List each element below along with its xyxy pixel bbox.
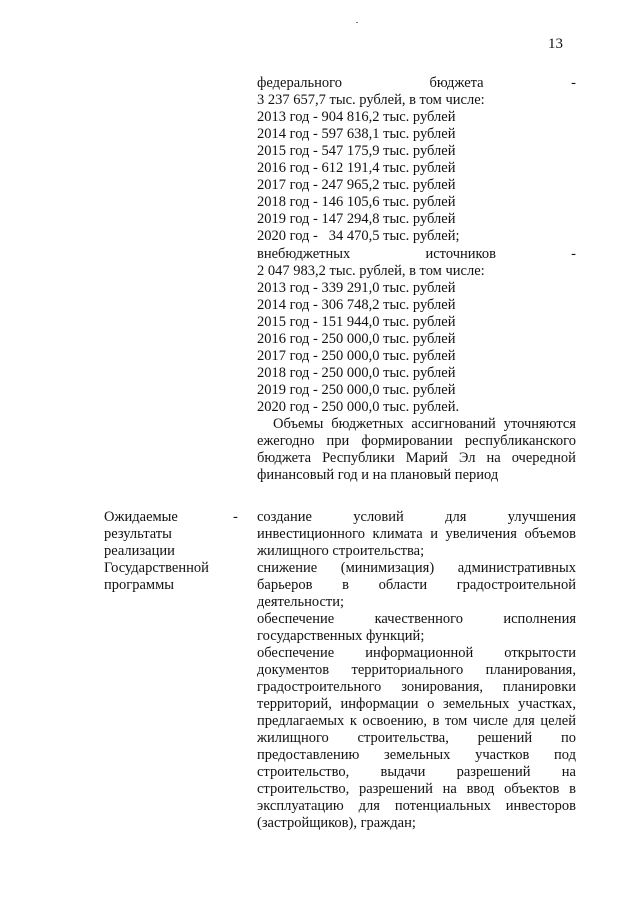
federal-year-line: 2016 год - 612 191,4 тыс. рублей	[257, 160, 456, 176]
extrabudgetary-year-line: 2016 год - 250 000,0 тыс. рублей	[257, 331, 456, 347]
results-word: информации	[340, 696, 419, 712]
heading-word: федерального	[257, 75, 342, 91]
results-word: планировки	[502, 679, 576, 695]
results-word: качественного	[374, 611, 463, 627]
results-line	[257, 696, 576, 713]
results-word: объектов	[504, 781, 560, 797]
results-word: снижение	[257, 560, 318, 576]
results-word: числе	[472, 713, 508, 729]
results-line: жилищного строительства;	[257, 543, 425, 559]
federal-budget-heading	[257, 75, 576, 92]
results-label-line: Государственной	[104, 560, 209, 576]
federal-year-line: 2014 год - 597 638,1 тыс. рублей	[257, 126, 456, 142]
results-word: для	[445, 509, 467, 525]
results-word: к	[349, 713, 357, 729]
extrabudgetary-heading	[257, 246, 576, 263]
results-word: освоению,	[362, 713, 428, 729]
note-word: Республики	[322, 450, 395, 466]
results-word: на	[442, 781, 457, 797]
results-word: открытости	[504, 645, 576, 661]
results-word: разрешений	[456, 764, 531, 780]
heading-word: бюджета	[429, 75, 484, 91]
results-word: информационной	[365, 645, 474, 661]
extrabudgetary-year-line: 2015 год - 151 944,0 тыс. рублей	[257, 314, 456, 330]
note-word: Марий	[405, 450, 448, 466]
results-word: предоставлению	[257, 747, 360, 763]
results-word: предлагаемых	[257, 713, 345, 729]
results-word: условий	[353, 509, 404, 525]
results-line	[257, 679, 576, 696]
results-word: обеспечение	[257, 645, 335, 661]
results-word: жилищного	[257, 730, 329, 746]
results-line	[257, 611, 576, 628]
results-line	[257, 764, 576, 781]
results-word: земельных	[384, 747, 451, 763]
extrabudgetary-year-line: 2019 год - 250 000,0 тыс. рублей	[257, 382, 456, 398]
results-line: деятельности;	[257, 594, 345, 610]
note-word: бюджета	[257, 450, 312, 466]
results-word: территориального	[351, 662, 464, 678]
note-word: формировании	[361, 433, 453, 449]
results-word: увеличения	[445, 526, 517, 542]
results-label-dash: -	[233, 509, 238, 525]
results-word: зонирования,	[401, 679, 484, 695]
results-word: территорий,	[257, 696, 332, 712]
note-word: ежегодно	[257, 433, 315, 449]
results-line	[257, 747, 576, 764]
extrabudgetary-year-line: 2014 год - 306 748,2 тыс. рублей	[257, 297, 456, 313]
results-label-line: реализации	[104, 543, 175, 559]
results-word: в	[432, 713, 440, 729]
results-word: обеспечение	[257, 611, 335, 627]
results-word: строительства,	[357, 730, 449, 746]
results-word: эксплуатацию	[257, 798, 344, 814]
note-word: республиканского	[464, 433, 576, 449]
note-word: при	[326, 433, 350, 449]
results-word: строительство,	[257, 764, 350, 780]
results-word: разрешений	[358, 781, 433, 797]
results-word: улучшения	[507, 509, 576, 525]
results-line	[257, 509, 576, 526]
extrabudgetary-year-line: 2018 год - 250 000,0 тыс. рублей	[257, 365, 456, 381]
page-number: 13	[548, 36, 563, 52]
note-word: очередной	[511, 450, 576, 466]
heading-dash: -	[571, 75, 576, 91]
results-word: том	[444, 713, 468, 729]
results-word: исполнения	[503, 611, 576, 627]
results-line: (застройщиков), граждан;	[257, 815, 416, 831]
federal-year-line: 2020 год - 34 470,5 тыс. рублей;	[257, 228, 460, 244]
results-word: участках,	[518, 696, 576, 712]
results-word: создание	[257, 509, 312, 525]
federal-year-line: 2015 год - 547 175,9 тыс. рублей	[257, 143, 456, 159]
federal-year-line: 2019 год - 147 294,8 тыс. рублей	[257, 211, 456, 227]
extrabudgetary-year-line: 2020 год - 250 000,0 тыс. рублей.	[257, 399, 460, 415]
results-word: градостроительного	[257, 679, 382, 695]
results-word: (минимизация)	[340, 560, 435, 576]
note-word: уточняются	[503, 416, 576, 432]
results-word: планирования,	[485, 662, 576, 678]
results-word: на	[561, 764, 576, 780]
results-label-line: программы	[104, 577, 174, 593]
results-word: для	[358, 798, 380, 814]
note-word: бюджетных	[331, 416, 404, 432]
federal-year-line: 2018 год - 146 105,6 тыс. рублей	[257, 194, 456, 210]
heading-word: внебюджетных	[257, 246, 351, 262]
scan-dot	[356, 22, 358, 23]
results-label-line: результаты	[104, 526, 172, 542]
results-word: административных	[457, 560, 576, 576]
results-line	[257, 713, 576, 730]
results-word: земельных	[443, 696, 510, 712]
heading-dash: -	[571, 246, 576, 262]
results-word: для	[513, 713, 535, 729]
note-line	[257, 450, 576, 467]
results-word: по	[560, 730, 576, 746]
results-word: о	[427, 696, 435, 712]
results-word: объемов	[524, 526, 576, 542]
note-line	[257, 433, 576, 450]
results-line	[257, 662, 576, 679]
note-line: финансовый год и на плановый период	[257, 467, 499, 483]
results-line	[257, 577, 576, 594]
note-word: Объемы	[273, 416, 324, 432]
results-line	[257, 645, 576, 662]
results-word: строительство,	[257, 781, 350, 797]
extrabudgetary-total: 2 047 983,2 тыс. рублей, в том числе:	[257, 263, 485, 279]
results-word: и	[430, 526, 438, 542]
note-word: ассигнований	[411, 416, 496, 432]
results-line	[257, 798, 576, 815]
results-word: инвестиционного	[257, 526, 365, 542]
results-word: ввод	[466, 781, 495, 797]
results-word: целей	[540, 713, 576, 729]
results-line	[257, 526, 576, 543]
results-line	[257, 560, 576, 577]
heading-word: источников	[425, 246, 496, 262]
results-line	[257, 781, 576, 798]
results-word: выдачи	[380, 764, 426, 780]
results-word: инвесторов	[505, 798, 576, 814]
note-line	[273, 416, 576, 433]
extrabudgetary-year-line: 2017 год - 250 000,0 тыс. рублей	[257, 348, 456, 364]
extrabudgetary-year-line: 2013 год - 339 291,0 тыс. рублей	[257, 280, 456, 296]
note-word: Эл	[458, 450, 476, 466]
results-word: градостроительной	[456, 577, 576, 593]
federal-year-line: 2017 год - 247 965,2 тыс. рублей	[257, 177, 456, 193]
note-word: на	[486, 450, 501, 466]
federal-year-line: 2013 год - 904 816,2 тыс. рублей	[257, 109, 456, 125]
federal-budget-total: 3 237 657,7 тыс. рублей, в том числе:	[257, 92, 485, 108]
results-label-line: Ожидаемые	[104, 509, 178, 525]
results-word: климата	[372, 526, 423, 542]
results-word: потенциальных	[394, 798, 491, 814]
results-word: барьеров	[257, 577, 313, 593]
results-word: документов	[257, 662, 330, 678]
results-line	[257, 730, 576, 747]
results-line: государственных функций;	[257, 628, 425, 644]
results-word: участков	[475, 747, 530, 763]
results-word: решений	[477, 730, 533, 746]
results-word: под	[554, 747, 576, 763]
results-word: в	[569, 781, 576, 797]
results-word: в	[342, 577, 349, 593]
results-word: области	[378, 577, 428, 593]
